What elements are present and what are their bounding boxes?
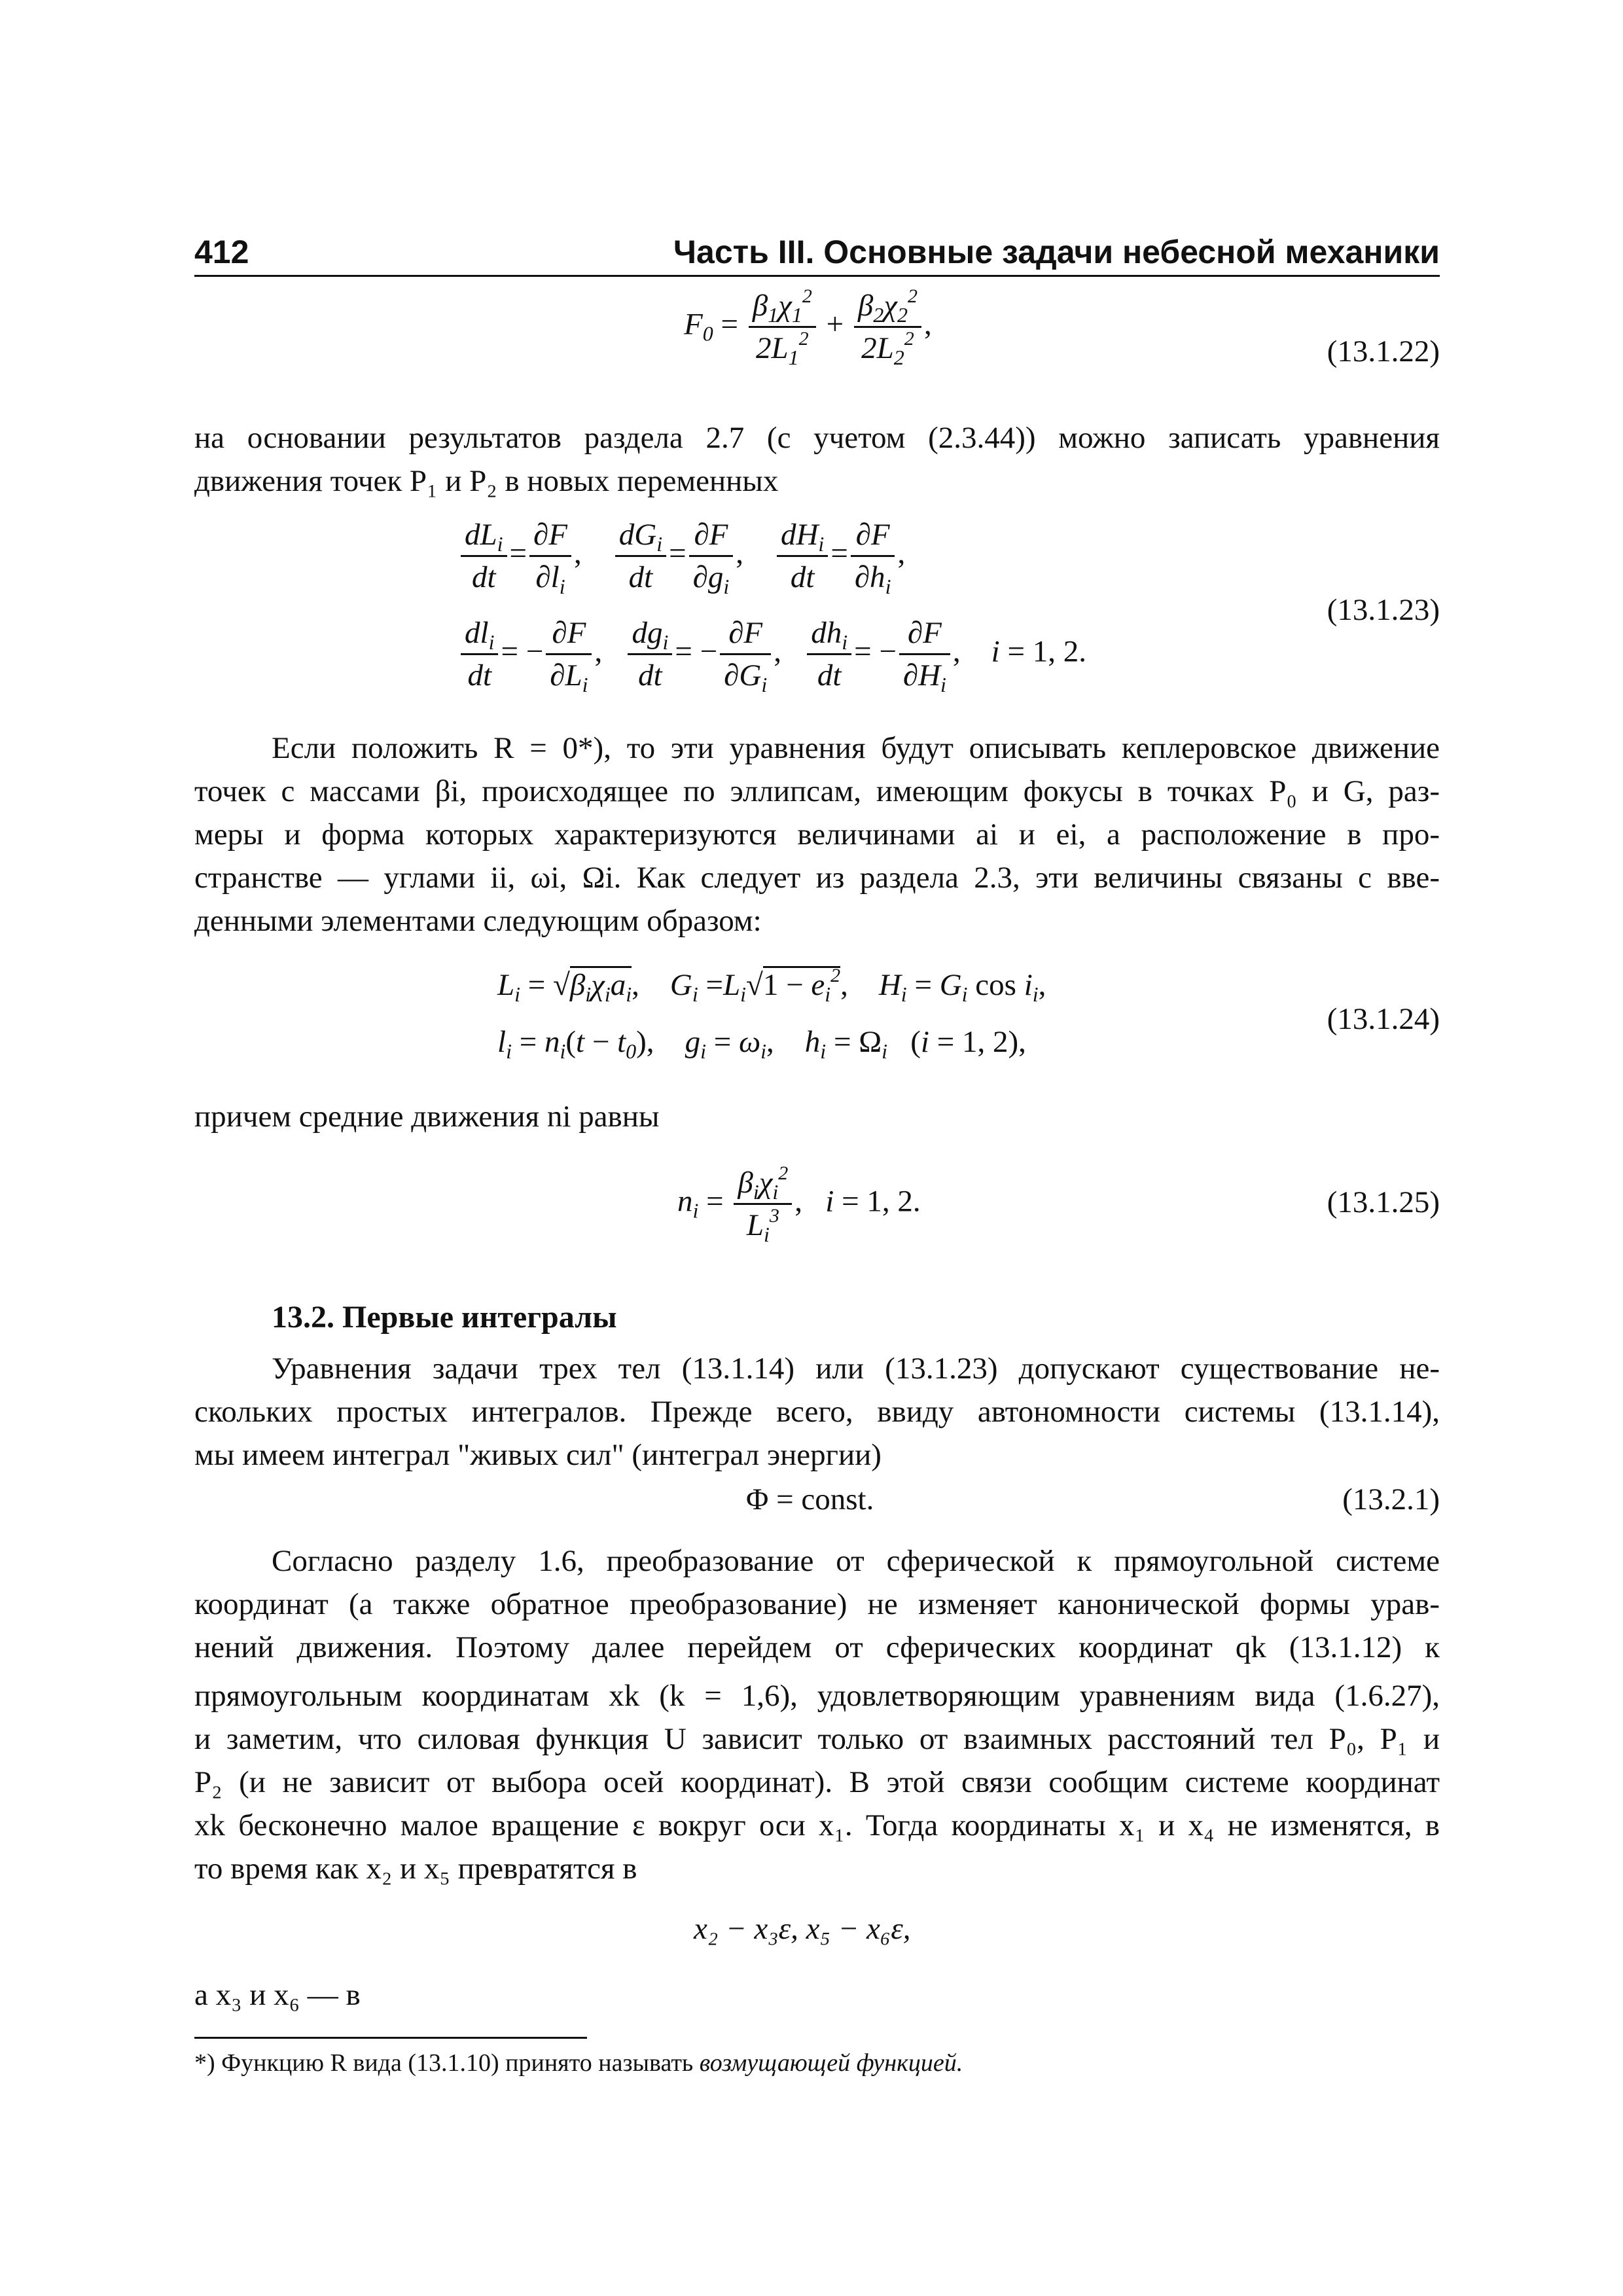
text-line: на основании результатов раздела 2.7 (с учетом (2.3.44)) можно записать уравнения: [194, 421, 1440, 455]
equation-number: (13.2.1): [1342, 1482, 1440, 1516]
footnote-emphasis: возмущающей функцией.: [699, 2049, 963, 2077]
text-line: меры и форма которых характеризуются величинами ai и ei, а расположение в про-: [194, 817, 1440, 852]
text-line: странстве — углами ii, ωi, Ωi. Как следует из раздела 2.3, эти величины связаны с вве-: [194, 861, 1440, 895]
text-line: xk бесконечно малое вращение ε вокруг оси x₁. Тогда координаты x₁ и x₄ не изменятся, в: [194, 1808, 1440, 1842]
text-line: мы имеем интеграл "живых сил" (интеграл энергии): [194, 1438, 882, 1472]
energy-integral-formula: Φ = const.: [746, 1482, 874, 1516]
text-line: Согласно разделу 1.6, преобразование от сферической к прямоугольной системе: [272, 1544, 1440, 1578]
page-number: 412: [194, 234, 249, 270]
text-line: и заметим, что силовая функция U зависит только от взаимных расстояний тел P₀, P₁ и: [194, 1722, 1440, 1756]
text-line: движения точек P₁ и P₂ в новых переменных: [194, 464, 779, 498]
text-line: денными элементами следующим образом:: [194, 904, 762, 938]
text-line: причем средние движения ni равны: [194, 1100, 660, 1134]
paragraph: [194, 1347, 1440, 1477]
footnote-rule: [194, 2037, 587, 2039]
running-header: [194, 224, 1440, 276]
paragraph: [194, 416, 1440, 503]
text-line: точек с массами βi, происходящее по эллипсам, имеющим фокусы в точках P₀ и G, раз-: [194, 774, 1440, 808]
paragraph: [194, 726, 1440, 942]
text-line: Если положить R = 0*), то эти уравнения будут описывать кеплеровское движение: [272, 731, 1440, 765]
paragraph: [194, 1973, 1440, 2017]
text-line: Уравнения задачи трех тел (13.1.14) или (13.1.23) допускают существование не-: [272, 1352, 1440, 1386]
footnote: [194, 2049, 963, 2077]
text-line: координат (а также обратное преобразование) не изменяет канонической формы урав-: [194, 1587, 1440, 1621]
formula-13-1-23-row1: $\frac{dL_i}{dt}$ = $\frac{\partial F}{\partial l_i}$ , $\frac{dG_i}{dt}$ = $\frac{\partial F}{\partial g_i}$ , $\frac{dH_i}{dt}$ = $\frac{\partial F}{\partial h_i}$ ,: [458, 517, 905, 595]
formula-13-1-24-row1: $L_i = √\beta_i\chi_ia_i$, $G_i =L_i√1 - e_i^2$, $H_i = G_i$ $\cos i_i$,: [497, 965, 1046, 1006]
equation-number: (13.1.23): [1327, 593, 1440, 627]
equation-number: (13.1.22): [1327, 334, 1440, 368]
rotation-formula: x₂ − x₃ε, x₅ − x₆ε,: [694, 1912, 911, 1946]
section-heading: 13.2. Первые интегралы: [272, 1300, 617, 1335]
text-line: P₂ (и не зависит от выбора осей координат). В этой связи сообщим системе координат: [194, 1765, 1440, 1799]
chapter-title: Часть III. Основные задачи небесной механики: [673, 234, 1440, 270]
text-line: нений движения. Поэтому далее перейдем от сферических координат qk (13.1.12) к: [194, 1630, 1440, 1664]
footnote-text: *) Функцию R вида (13.1.10) принято называть: [194, 2049, 700, 2077]
formula-13-1-24-row2: $l_i = n_i(t - t_0)$, $g_i = \omega_i$, $h_i = \Omega_i$ (i = 1, 2),: [497, 1025, 1026, 1063]
text-line: то время как x₂ и x₅ превратятся в: [194, 1852, 637, 1886]
equation-number: (13.1.24): [1327, 1002, 1440, 1036]
paragraph: [194, 1095, 1440, 1138]
paragraph: [194, 1539, 1440, 1890]
text-line: скольких простых интегралов. Прежде всего, ввиду автономности системы (13.1.14),: [194, 1395, 1440, 1429]
equation-number: (13.1.25): [1327, 1185, 1440, 1219]
formula-13-1-23-row2: $\frac{dl_i}{dt}$ = − $\frac{\partial F}{\partial L_i}$ , $\frac{dg_i}{dt}$ = − $\frac{\partial F}{\partial G_i}$ , $\frac{dh_i}{dt}$ = − $\frac{\partial F}{\partial H_i}$ , i = 1, 2.: [458, 615, 1086, 693]
formula-13-1-25: $n_i$ = $\frac{\beta_i\chi_i^2}{L_i^3}$ , i = 1, 2.: [677, 1162, 921, 1246]
text-line: прямоугольным координатам xk (k = 1,6), удовлетворяющим уравнениям вида (1.6.27),: [194, 1679, 1440, 1713]
text-line: а x₃ и x₆ — в: [194, 1978, 361, 2012]
header-rule: [194, 275, 1440, 277]
formula-13-1-22: $F_0$ = $\frac{\beta_1\chi_1^2}{2L_1^2}$ + $\frac{\beta_2\chi_2^2}{2L_2^2}$ ,: [684, 285, 932, 369]
